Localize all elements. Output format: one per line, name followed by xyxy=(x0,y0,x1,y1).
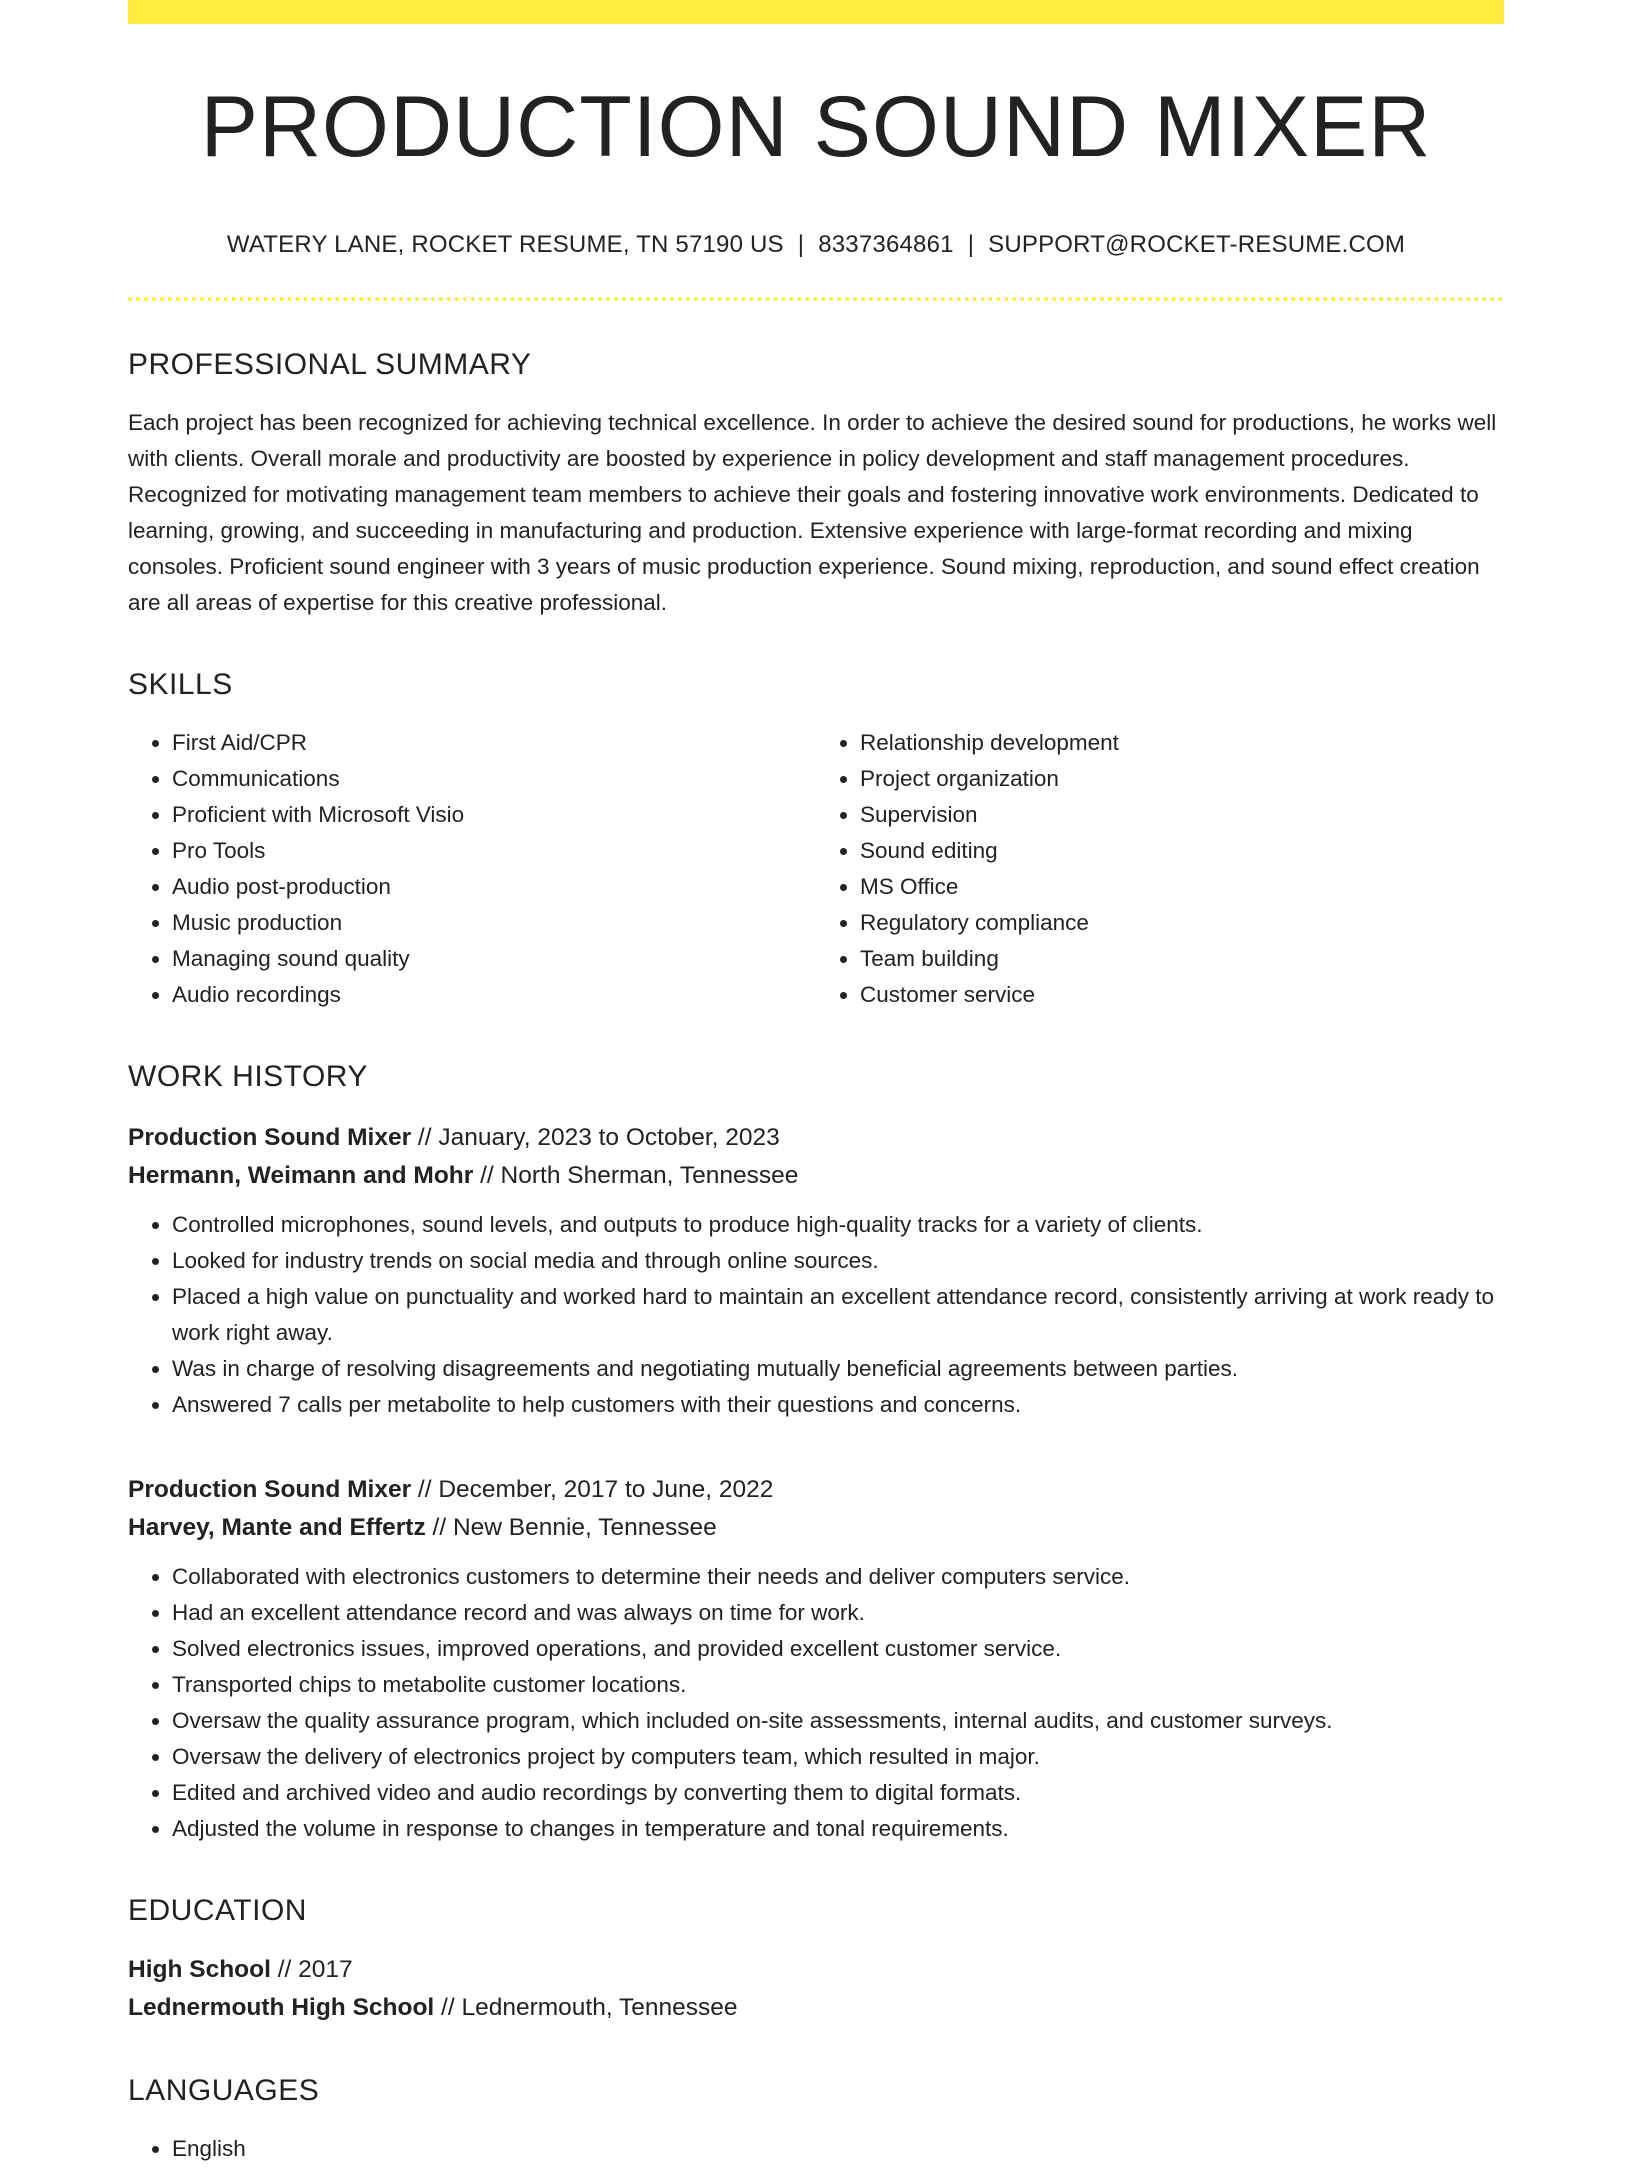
job-company: Hermann, Weimann and Mohr xyxy=(128,1161,474,1189)
education-degree: High School xyxy=(128,1955,271,1983)
job-bullet: • Collaborated with electronics customers to determine their needs and deliver computers service. xyxy=(172,1559,1504,1595)
job-bullet: • Solved electronics issues, improved operations, and provided excellent customer service. xyxy=(172,1631,1504,1667)
summary-heading: PROFESSIONAL SUMMARY xyxy=(128,347,532,381)
contact-line xyxy=(128,231,1504,259)
job-title-line xyxy=(128,1471,1504,1509)
skill-item: • Audio recordings xyxy=(172,977,816,1013)
education-school: Lednermouth High School xyxy=(128,1993,435,2021)
education-year: 2017 xyxy=(298,1955,353,1983)
skill-item: • Team building xyxy=(860,941,1504,977)
job-bullet: • Looked for industry trends on social media and through online sources. xyxy=(172,1243,1504,1279)
field-separator: // xyxy=(425,1513,453,1541)
job-bullet: • Transported chips to metabolite customer locations. xyxy=(172,1667,1504,1703)
page-title: PRODUCTION SOUND MIXER xyxy=(200,79,1432,175)
job-dates: January, 2023 to October, 2023 xyxy=(438,1123,780,1151)
skill-item: • First Aid/CPR xyxy=(172,725,816,761)
job-bullets xyxy=(128,1207,1504,1423)
job-company-line xyxy=(128,1509,1504,1547)
skill-item: • Relationship development xyxy=(860,725,1504,761)
skill-item: • Music production xyxy=(172,905,816,941)
job-entry xyxy=(128,1119,1504,1423)
summary-text: Each project has been recognized for achieving technical excellence. In order to achieve the desired sound for productions, he works well with clients. Overall morale and productivity are boosted by experience in policy development and staff management procedures. Recognized for motivating management team members to achieve their goals and fostering innovative work environments. Dedicated to learning, growing, and succeeding in manufacturing and production. Extensive experience with large-format recording and mixing consoles. Proficient sound engineer with 3 years of music production experience. Sound mixing, reproduction, and sound effect creation are all areas of expertise for this creative professional. xyxy=(128,409,1497,615)
skill-item: • Regulatory compliance xyxy=(860,905,1504,941)
dotted-divider xyxy=(128,297,1504,301)
job-title-line xyxy=(128,1119,1504,1157)
skill-item: • Project organization xyxy=(860,761,1504,797)
skill-item: • Audio post-production xyxy=(172,869,816,905)
job-entry xyxy=(128,1471,1504,1847)
skill-item: • MS Office xyxy=(860,869,1504,905)
skill-item: • Proficient with Microsoft Visio xyxy=(172,797,816,833)
job-bullet: • Had an excellent attendance record and was always on time for work. xyxy=(172,1595,1504,1631)
job-bullet: • Was in charge of resolving disagreements and negotiating mutually beneficial agreements between parties. xyxy=(172,1351,1504,1387)
contact-email[interactable]: SUPPORT@ROCKET-RESUME.COM xyxy=(988,230,1406,258)
education-degree-line xyxy=(128,1951,1504,1989)
work-history-heading: WORK HISTORY xyxy=(128,1059,368,1093)
job-dates: December, 2017 to June, 2022 xyxy=(438,1475,774,1503)
resume-content xyxy=(128,0,1504,2167)
language-item: • English xyxy=(172,2131,1504,2167)
education-entry xyxy=(128,1951,1504,2027)
education-location: Lednermouth, Tennessee xyxy=(461,1993,738,2021)
skills-list-right xyxy=(816,725,1504,1013)
field-separator: // xyxy=(473,1161,501,1189)
job-bullet: • Oversaw the delivery of electronics project by computers team, which resulted in major. xyxy=(172,1739,1504,1775)
job-title: Production Sound Mixer xyxy=(128,1475,412,1503)
skills-list-left xyxy=(128,725,816,1013)
languages-heading: LANGUAGES xyxy=(128,2073,320,2107)
field-separator: // xyxy=(270,1955,299,1983)
job-location: North Sherman, Tennessee xyxy=(500,1161,799,1189)
skill-item: • Supervision xyxy=(860,797,1504,833)
skill-item: • Customer service xyxy=(860,977,1504,1013)
accent-top-bar xyxy=(128,0,1504,24)
education-school-line xyxy=(128,1989,1504,2027)
field-separator: // xyxy=(411,1123,439,1151)
skill-item: • Pro Tools xyxy=(172,833,816,869)
job-bullets xyxy=(128,1559,1504,1847)
job-bullet: • Oversaw the quality assurance program, which included on-site assessments, internal audits, and customer surveys. xyxy=(172,1703,1504,1739)
skill-item: • Sound editing xyxy=(860,833,1504,869)
field-separator: // xyxy=(434,1993,462,2021)
skill-item: • Communications xyxy=(172,761,816,797)
job-bullet: • Placed a high value on punctuality and worked hard to maintain an excellent attendance record, consistently arriving at work ready to work right away. xyxy=(172,1279,1504,1351)
education-heading: EDUCATION xyxy=(128,1893,307,1927)
skills-heading: SKILLS xyxy=(128,667,233,701)
contact-separator: | xyxy=(967,230,975,258)
job-bullet: • Controlled microphones, sound levels, and outputs to produce high-quality tracks for a variety of clients. xyxy=(172,1207,1504,1243)
contact-separator: | xyxy=(797,230,805,258)
job-bullet: • Answered 7 calls per metabolite to help customers with their questions and concerns. xyxy=(172,1387,1504,1423)
job-company: Harvey, Mante and Effertz xyxy=(128,1513,426,1541)
contact-address: WATERY LANE, ROCKET RESUME, TN 57190 US xyxy=(226,230,784,258)
job-bullet: • Adjusted the volume in response to changes in temperature and tonal requirements. xyxy=(172,1811,1504,1847)
field-separator: // xyxy=(411,1475,439,1503)
skills-columns xyxy=(128,725,1504,1013)
job-company-line xyxy=(128,1157,1504,1195)
skill-item: • Managing sound quality xyxy=(172,941,816,977)
job-bullet: • Edited and archived video and audio recordings by converting them to digital formats. xyxy=(172,1775,1504,1811)
languages-list xyxy=(128,2131,1504,2167)
contact-phone[interactable]: 8337364861 xyxy=(818,230,954,258)
job-location: New Bennie, Tennessee xyxy=(452,1513,717,1541)
job-title: Production Sound Mixer xyxy=(128,1123,412,1151)
